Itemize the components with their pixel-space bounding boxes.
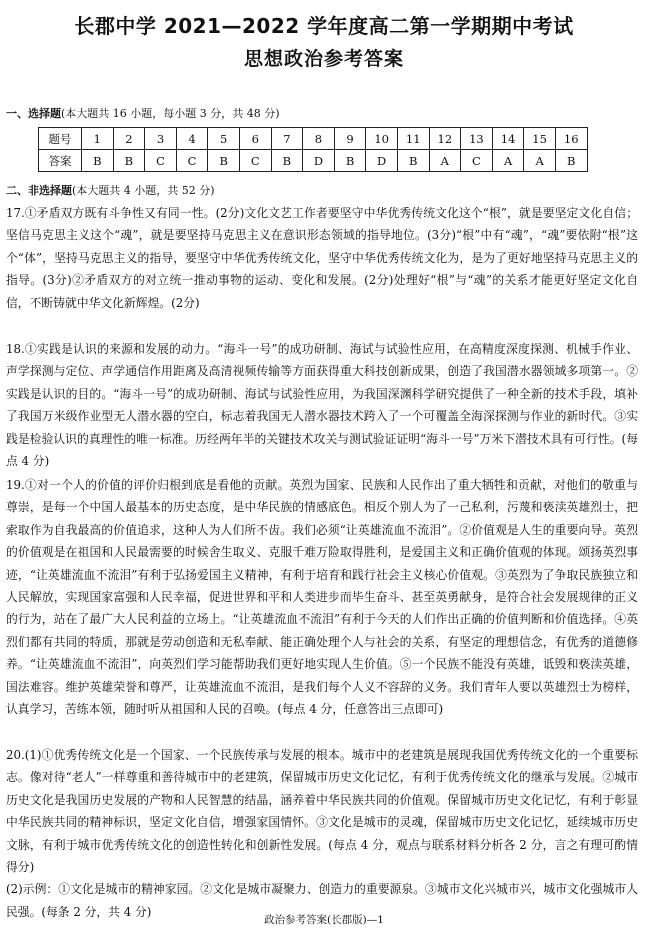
question-17-number: 17. <box>6 206 25 220</box>
section2-title: 二、非选择题 <box>6 184 72 197</box>
table-row-answers <box>39 150 588 172</box>
answer-cell: C <box>461 150 493 172</box>
question-number-cell: 4 <box>176 128 208 150</box>
question-17-answer: ①矛盾双方既有斗争性又有同一性。(2分)文化文艺工作者要坚守中华优秀传统文化这个“根”，就是要坚定文化自信；坚信马克思主义这个“魂”，就是要坚持马克思主义在意识形态领域的指导地位。(3分)“根”中有“魂”，“魂”要依附“根”这个“体”，坚持马克思主义的指导，要坚守中华优秀传统文化，坚守中华优秀传统文化为，是为了更好地坚持马克思主义的指导。(3分)②矛盾双方的对立统一推动事物的运动、变化和发展。(2分)处理好“根”与“魂”的关系才能更好坚定文化自信，不断铸就中华文化新辉煌。(2分) <box>6 206 638 310</box>
question-number-cell: 12 <box>429 128 461 150</box>
question-number-cell: 1 <box>82 128 114 150</box>
question-number-cell: 8 <box>303 128 335 150</box>
question-number-cell: 10 <box>366 128 398 150</box>
question-20-number: 20. <box>6 748 25 762</box>
question-number-cell: 11 <box>397 128 429 150</box>
answer-cell: D <box>366 150 398 172</box>
question-number-cell: 15 <box>524 128 556 150</box>
section1-heading <box>6 105 280 121</box>
answer-table <box>38 127 588 172</box>
answer-cell: B <box>82 150 114 172</box>
question-20 <box>6 744 638 923</box>
table-row-numbers <box>39 128 588 150</box>
question-20-part2: (2)示例：①文化是城市的精神家园。②文化是城市凝聚力、创造力的重要源泉。③城市文化兴城市兴，城市文化强城市人民强。(每条 2 分，共 4 分) <box>6 882 638 919</box>
question-number-cell: 7 <box>271 128 303 150</box>
answer-cell: B <box>113 150 145 172</box>
question-19-number: 19. <box>6 478 25 492</box>
row-label-answer: 答案 <box>39 150 82 172</box>
question-20-part1: (1)①优秀传统文化是一个国家、一个民族传承与发展的根本。城市中的老建筑是展现我国优秀传统文化的一个重要标志。像对待“老人”一样尊重和善待城市中的老建筑，保留城市历史文化记忆，有利于优秀传统文化的继承与发展。②城市历史文化是我国历史发展的产物和人民智慧的结晶，涵养着中华民族共同的价值观。保留城市历史文化记忆，有利于彰显中华民族共同的精神标识，坚定文化自信，增强家国情怀。③文化是城市的灵魂，保留城市历史文化记忆，延续城市历史文脉，有利于城市优秀传统文化的创造性转化和创新性发展。(每点 4 分，观点与联系材料分析各 2 分，言之有理可酌情得分) <box>6 748 638 875</box>
section2-heading <box>6 182 215 198</box>
section2-note: (本大题共 4 小题，共 52 分) <box>72 184 215 197</box>
answer-cell: C <box>145 150 177 172</box>
question-19 <box>6 474 638 720</box>
question-number-cell: 14 <box>492 128 524 150</box>
page-footer: 政治参考答案(长郡版)—1 <box>264 914 384 926</box>
question-number-cell: 5 <box>208 128 240 150</box>
exam-subtitle: 思想政治参考答案 <box>243 48 404 70</box>
question-number-cell: 13 <box>461 128 493 150</box>
answer-cell: B <box>271 150 303 172</box>
question-number-cell: 9 <box>334 128 366 150</box>
question-number-cell: 3 <box>145 128 177 150</box>
row-label-number: 题号 <box>39 128 82 150</box>
answer-cell: C <box>239 150 271 172</box>
question-18-answer: ①实践是认识的来源和发展的动力。“海斗一号”的成功研制、海试与试验性应用，在高精度深度探测、机械手作业、声学探测与定位、声学通信作用距离及高清视频传输等方面获得重大科技创新成果，创造了我国潜水器领域多项第一。②实践是认识的目的。“海斗一号”的成功研制、海试与试验性应用，为我国深渊科学研究提供了一种全新的技术手段，填补了我国万米级作业型无人潜水器的空白，标志着我国无人潜水器技术跨入了一个可覆盖全海深探测与作业的新时代。③实践是检验认识的真理性的唯一标准。历经两年半的关键技术攻关与测试验证证明“海斗一号”万米下潜技术具有可行性。(每点 4 分) <box>6 342 638 469</box>
section1-title: 一、选择题 <box>6 107 61 120</box>
answer-cell: A <box>524 150 556 172</box>
section1-note: (本大题共 16 小题，每小题 3 分，共 48 分) <box>61 107 280 120</box>
answer-cell: B <box>208 150 240 172</box>
answer-cell: A <box>429 150 461 172</box>
answer-cell: D <box>303 150 335 172</box>
question-number-cell: 2 <box>113 128 145 150</box>
answer-cell: B <box>397 150 429 172</box>
question-17 <box>6 202 638 314</box>
answer-cell: A <box>492 150 524 172</box>
answer-cell: B <box>334 150 366 172</box>
question-number-cell: 16 <box>555 128 587 150</box>
question-number-cell: 6 <box>239 128 271 150</box>
answer-cell: C <box>176 150 208 172</box>
question-18-number: 18. <box>6 342 25 356</box>
question-18 <box>6 338 638 472</box>
answer-cell: B <box>555 150 587 172</box>
question-19-answer: ①对一个人的价值的评价归根到底是看他的贡献。英烈为国家、民族和人民作出了重大牺牲和贡献，对他们的敬重与尊崇，是每一个中国人最基本的历史态度，是中华民族的情感底色。相反个别人为了一己私利，污蔑和亵渎英雄烈士，把索取作为自我最高的价值追求，这种人为人们所不齿。我们必须“让英雄流血不流泪”。②价值观是人生的重要向导。英烈的价值观是在祖国和人民最需要的时候舍生取义、克服千难万险取得胜利，是爱国主义和正确价值观的体现。颂扬英烈事迹，“让英雄流血不流泪”有利于弘扬爱国主义精神，有利于培育和践行社会主义核心价值观。③英烈为了争取民族独立和人民解放，实现国家富强和人民幸福，促进世界和平和人类进步而毕生奋斗、甚至英勇献身，是符合社会发展规律的正义的行为，站在了最广大人民利益的立场上。“让英雄流血不流泪”有利于今天的人们作出正确的价值判断和价值选择。④英烈们都有共同的特质，那就是劳动创造和无私奉献、能正确处理个人与社会的关系，有坚定的理想信念，有优秀的道德修养。“让英雄流血不流泪”，向英烈们学习能帮助我们更好地实现人生价值。⑤一个民族不能没有英雄，诋毁和亵渎英雄，国法难容。维护英雄荣誉和尊严，让英雄流血不流泪，是我们每个人义不容辞的义务。我们青年人要以英雄烈士为榜样，认真学习，苦练本领，随时听从祖国和人民的召唤。(每点 4 分，任意答出三点即可) <box>6 478 638 717</box>
exam-title: 长郡中学 2021—2022 学年度高二第一学期期中考试 <box>74 14 574 38</box>
